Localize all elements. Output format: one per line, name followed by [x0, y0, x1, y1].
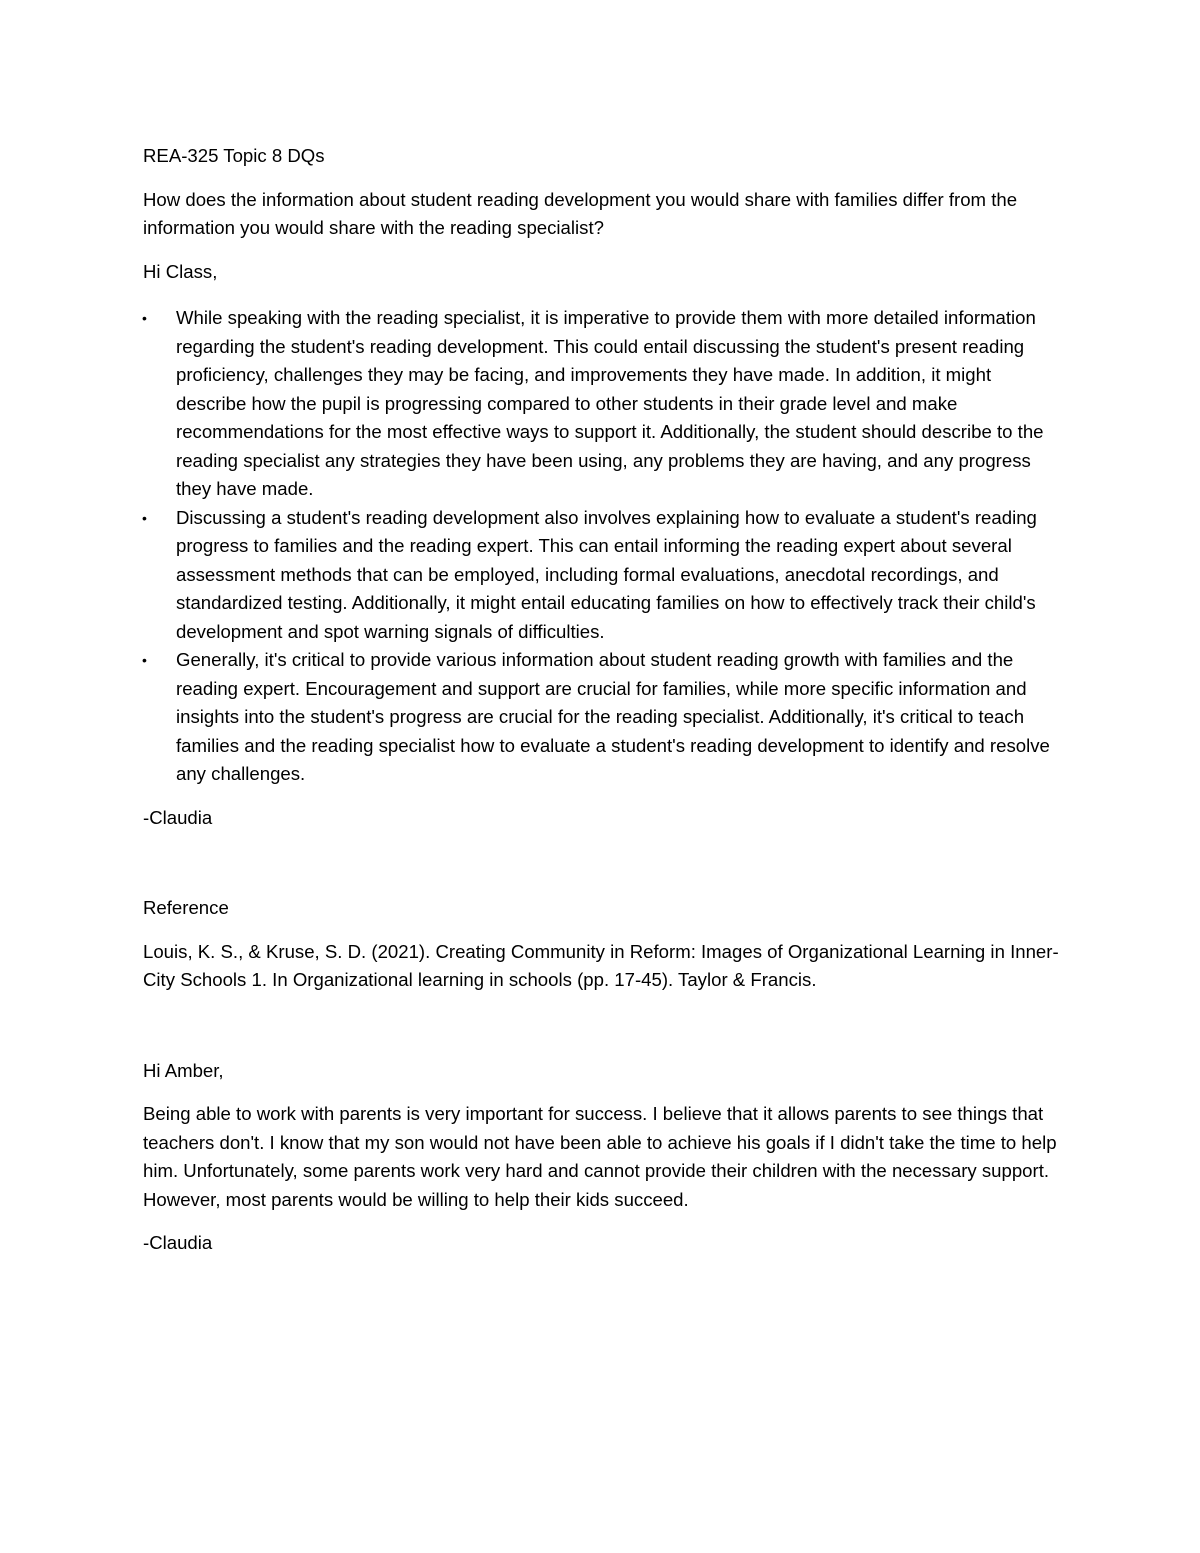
reference-entry: Louis, K. S., & Kruse, S. D. (2021). Creating Community in Reform: Images of Organizational Learning in Inner-City Schools 1. In Organizational learning in schools (pp. 17-45). Taylor & Francis. — [143, 940, 1059, 990]
reply-body: Being able to work with parents is very important for success. I believe that it allows parents to see things that teachers don't. I know that my son would not have been able to achieve his goals if I didn't take the time to help him. Unfortunately, some parents work very hard and cannot provide their children with the necessary support. However, most parents would be willing to help their kids succeed. — [143, 1103, 1057, 1210]
greeting: Hi Class, — [143, 260, 218, 282]
bullet-icon: • — [142, 652, 147, 668]
document-page — [143, 142, 1063, 1258]
bullet-text: Generally, it's critical to provide various information about student reading growth with families and the reading expert. Encouragement and support are crucial for families, while more specific information and insights into the student's progress are crucial for the reading specialist. Additionally, it's critical to teach families and the reading specialist how to evaluate a student's reading development to identify and resolve any challenges. — [176, 649, 1050, 784]
document-title: REA-325 Topic 8 DQs — [143, 145, 325, 166]
signature: -Claudia — [143, 806, 213, 828]
reply-greeting: Hi Amber, — [143, 1059, 224, 1081]
bullet-icon: • — [142, 509, 147, 526]
reference-heading: Reference — [143, 897, 229, 918]
list-item — [143, 646, 1063, 789]
bullet-text: While speaking with the reading specialist, it is imperative to provide them with more detailed information regarding the student's reading development. This could entail discussing the student's present reading proficiency, challenges they may be facing, and improvements they have made. In addition, it might describe how the pupil is progressing compared to other students in their grade level and make recommendations for the most effective ways to support it. Additionally, the student should describe to the reading specialist any strategies they have been using, any problems they are having, and any progress they have made. — [176, 307, 1044, 499]
list-item — [143, 304, 1063, 504]
list-item — [143, 504, 1063, 647]
response-bullet-list — [143, 304, 1063, 789]
bullet-icon: • — [142, 310, 147, 326]
reply-signature: -Claudia — [143, 1232, 213, 1253]
discussion-question: How does the information about student reading development you would share with families differ from the information you would share with the reading specialist? — [143, 188, 1018, 238]
bullet-text: Discussing a student's reading development also involves explaining how to evaluate a student's reading progress to families and the reading expert. This can entail informing the reading expert about several assessment methods that can be employed, including formal evaluations, anecdotal recordings, and standardized testing. Additionally, it might entail educating families on how to effectively track their child's development and spot warning signals of difficulties. — [176, 506, 1037, 642]
